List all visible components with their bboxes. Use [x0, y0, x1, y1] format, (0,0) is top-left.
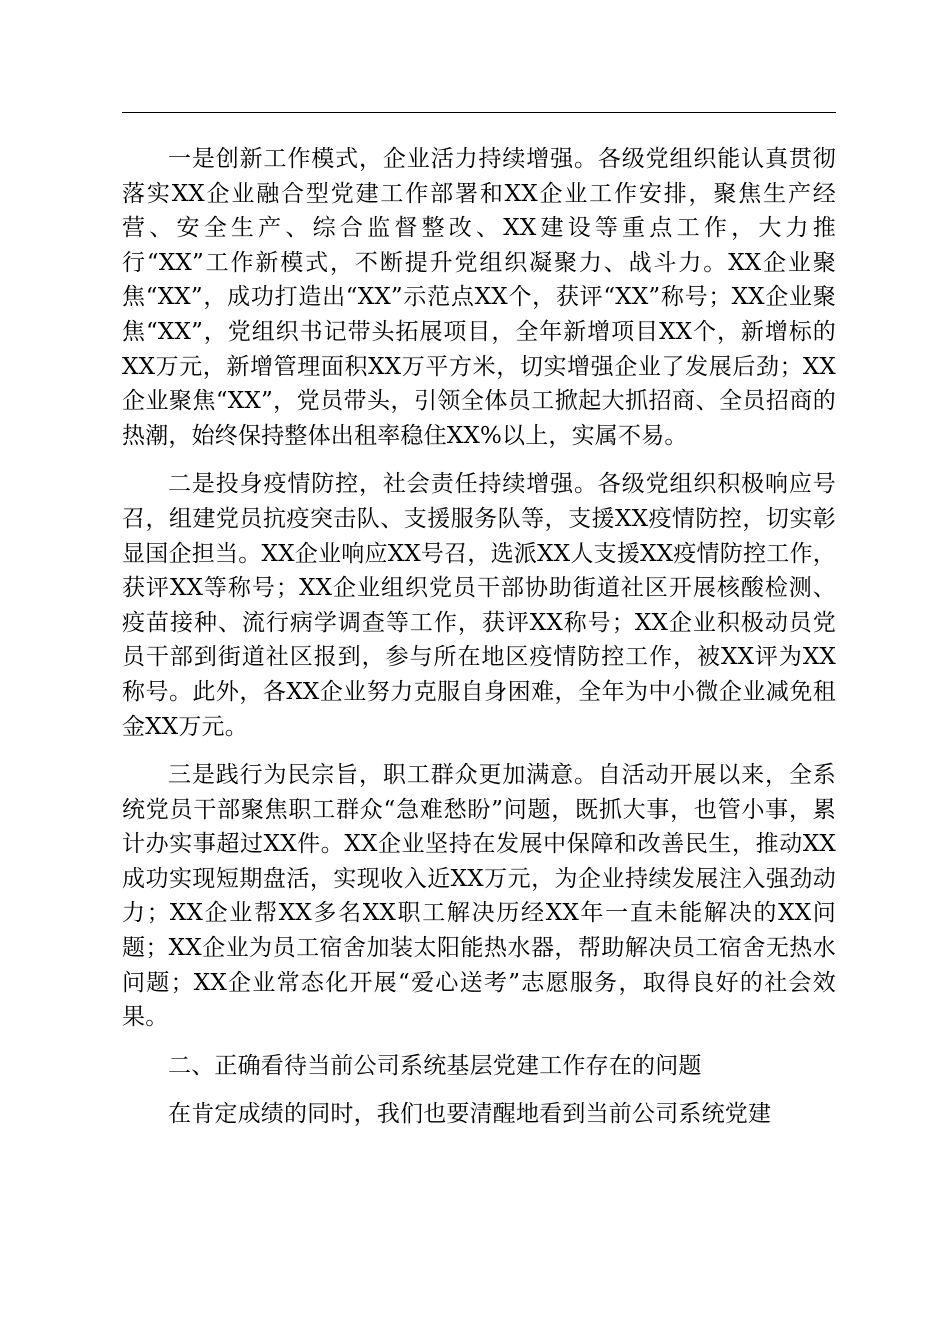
header-rule — [122, 112, 836, 113]
section-heading-problems: 二、正确看待当前公司系统基层党建工作存在的问题 — [168, 1052, 702, 1079]
document-body — [122, 142, 836, 1146]
paragraph-serve-people: 三是践行为民宗旨，职工群众更加满意。自活动开展以来，全系统党员干部聚焦职工群众“急难愁盼”问题，既抓大事，也管小事，累计办实事超过XX件。XX企业坚持在发展中保障和改善民生，推动XX成功实现短期盘活，实现收入近XX万元，为企业持续发展注入强劲动力；XX企业帮XX多名XX职工解决历经XX年一直未能解决的XX问题；XX企业为员工宿舍加装太阳能热水器，帮助解决员工宿舍无热水问题；XX企业常态化开展“爱心送考”志愿服务，取得良好的社会效果。 — [122, 762, 836, 1031]
paragraph-epidemic-prevention: 二是投身疫情防控，社会责任持续增强。各级党组织积极响应号召，组建党员抗疫突击队、支援服务队等，支援XX疫情防控，切实彰显国企担当。XX企业响应XX号召，选派XX人支援XX疫情防控工作，获评XX等称号；XX企业组织党员干部协助街道社区开展核酸检测、疫苗接种、流行病学调查等工作，获评XX称号；XX企业积极动员党员干部到街道社区报到，参与所在地区疫情防控工作，被XX评为XX称号。此外，各XX企业努力克服自身困难，全年为中小微企业减免租金XX万元。 — [122, 471, 836, 740]
paragraph-problems-intro: 在肯定成绩的同时，我们也要清醒地看到当前公司系统党建 — [168, 1101, 772, 1128]
paragraph-innovation-mode: 一是创新工作模式，企业活力持续增强。各级党组织能认真贯彻落实XX企业融合型党建工作部署和XX企业工作安排，聚焦生产经营、安全生产、综合监督整改、XX建设等重点工作，大力推行“XX”工作新模式，不断提升党组织凝聚力、战斗力。XX企业聚焦“XX”，成功打造出“XX”示范点XX个，获评“XX”称号；XX企业聚焦“XX”，党组织书记带头拓展项目，全年新增项目XX个，新增标的XX万元，新增管理面积XX万平方米，切实增强企业了发展后劲；XX企业聚焦“XX”，党员带头，引领全体员工掀起大抓招商、全员招商的热潮，始终保持整体出租率稳住XX%以上，实属不易。 — [122, 146, 836, 449]
